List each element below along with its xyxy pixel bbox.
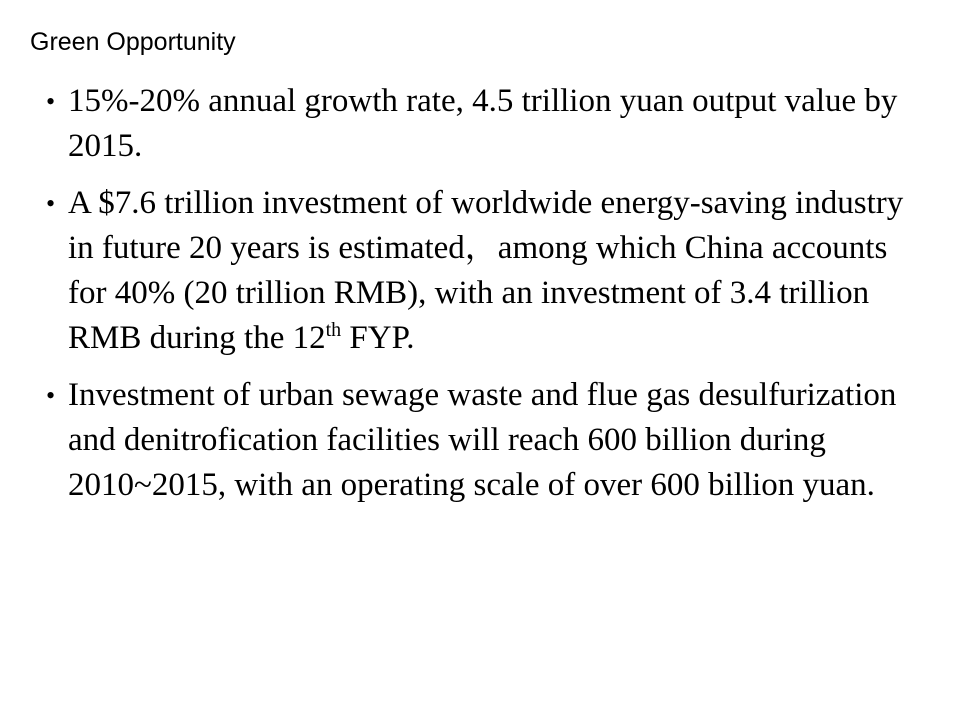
- bullet-list: [46, 79, 926, 520]
- bullet-item-growth-rate: [46, 79, 926, 169]
- bullet-item-investment: [46, 181, 926, 361]
- bullet-text: 15%-20% annual growth rate, 4.5 trillion yuan output value by 2015.: [68, 83, 898, 164]
- bullet-text-tail: FYP.: [341, 320, 415, 356]
- bullet-text: A $7.6 trillion investment of worldwide energy-saving industry in future 20 years is estimated，among which China accounts for 40% (20 trillion RMB), with an investment of 3.4 trillion RMB during the 12: [68, 185, 904, 356]
- bullet-dot-icon: •: [46, 87, 56, 116]
- bullet-dot-icon: •: [46, 381, 56, 410]
- slide-title: Green Opportunity: [30, 28, 236, 56]
- bullet-dot-icon: •: [46, 189, 56, 218]
- ordinal-superscript: th: [325, 319, 342, 341]
- bullet-text: Investment of urban sewage waste and flue gas desulfurization and denitrofication facilities will reach 600 billion during 2010~2015, with an operating scale of over 600 billion yuan.: [68, 377, 897, 503]
- bullet-item-sewage-investment: [46, 373, 926, 508]
